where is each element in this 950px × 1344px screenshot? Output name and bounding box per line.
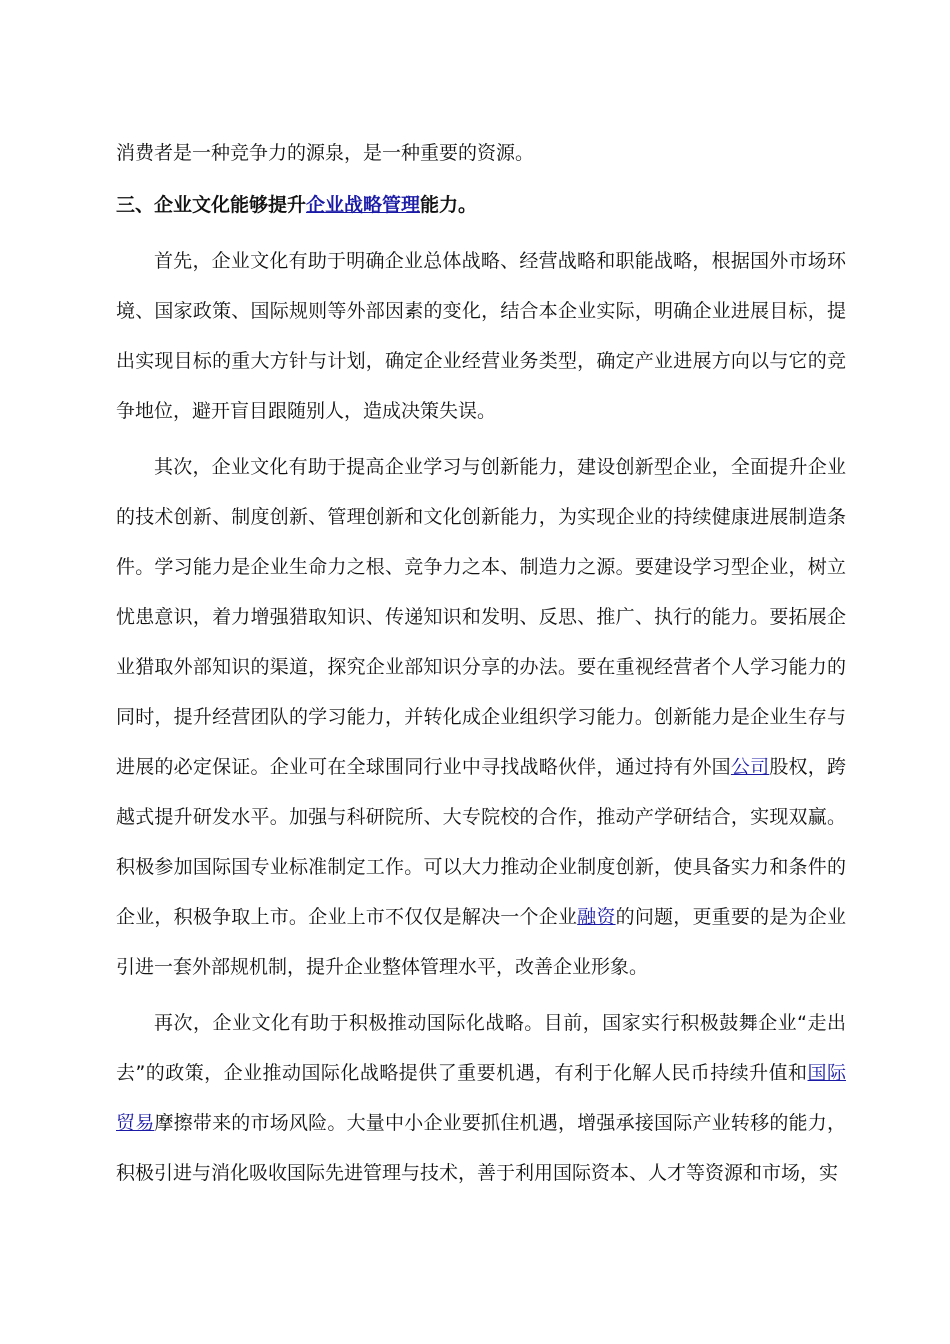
paragraph-second-text-1: 其次，企业文化有助于提高企业学习与创新能力，建设创新型企业，全面提升企业的技术创新、制度创新、管理创新和文化创新能力，为实现企业的持续健康进展制造条件。学习能力是企业生命力之根、竞争力之本、制造力之源。要建设学习型企业，树立忧患意识，着力增强猎取知识、传递知识和发明、反思、推广、执行的能力。要拓展企业猎取外部知识的渠道，探究企业部知识分享的办法。要在重视经营者个人学习能力的同时，提升经营团队的学习能力，并转化成企业组织学习能力。创新能力是企业生存与进展的必定保证。企业可在全球围同行业中寻找战略伙伴，通过持有外国 (116, 456, 846, 778)
paragraph-first (116, 236, 846, 436)
paragraph-second (116, 442, 846, 992)
link-financing[interactable]: 融资 (577, 906, 616, 928)
section-heading-prefix: 三、企业文化能够提升 (116, 194, 307, 216)
paragraph-second-text-3: 的问题，更重要的是为企业引进一套外部规机制，提升企业整体管理水平，改善企业形象。 (116, 906, 846, 978)
paragraph-first-text: 首先，企业文化有助于明确企业总体战略、经营战略和职能战略，根据国外市场环境、国家政策、国际规则等外部因素的变化，结合本企业实际，明确企业进展目标，提出实现目标的重大方针与计划，确定企业经营业务类型，确定产业进展方向以与它的竞争地位，避开盲目跟随别人，造成决策失误。 (116, 250, 846, 422)
paragraph-intro (116, 128, 846, 178)
link-company[interactable]: 公司 (730, 756, 770, 778)
link-international-trade[interactable]: 国际贸易 (116, 1062, 846, 1134)
link-strategic-management[interactable]: 企业战略管理 (306, 194, 421, 216)
paragraph-second-text-2: 股权，跨越式提升研发水平。加强与科研院所、大专院校的合作，推动产学研结合，实现双赢。积极参加国际国专业标准制定工作。可以大力推动企业制度创新，使具备实力和条件的企业，积极争取上市。企业上市不仅仅是解决一个企业 (116, 756, 846, 928)
section-heading (116, 180, 846, 230)
paragraph-third-text-2: 摩擦带来的市场风险。大量中小企业要抓住机遇，增强承接国际产业转移的能力，积极引进与消化吸收国际先进管理与技术，善于利用国际资本、人才等资源和市场，实 (116, 1112, 846, 1184)
document-page (116, 128, 846, 1198)
section-heading-suffix: 能力。 (420, 194, 478, 216)
paragraph-intro-text: 消费者是一种竞争力的源泉，是一种重要的资源。 (116, 142, 535, 164)
paragraph-third-text-1: 再次，企业文化有助于积极推动国际化战略。目前，国家实行积极鼓舞企业“走出去”的政策，企业推动国际化战略提供了重要机遇，有利于化解人民币持续升值和 (116, 1012, 846, 1084)
paragraph-third (116, 998, 846, 1198)
